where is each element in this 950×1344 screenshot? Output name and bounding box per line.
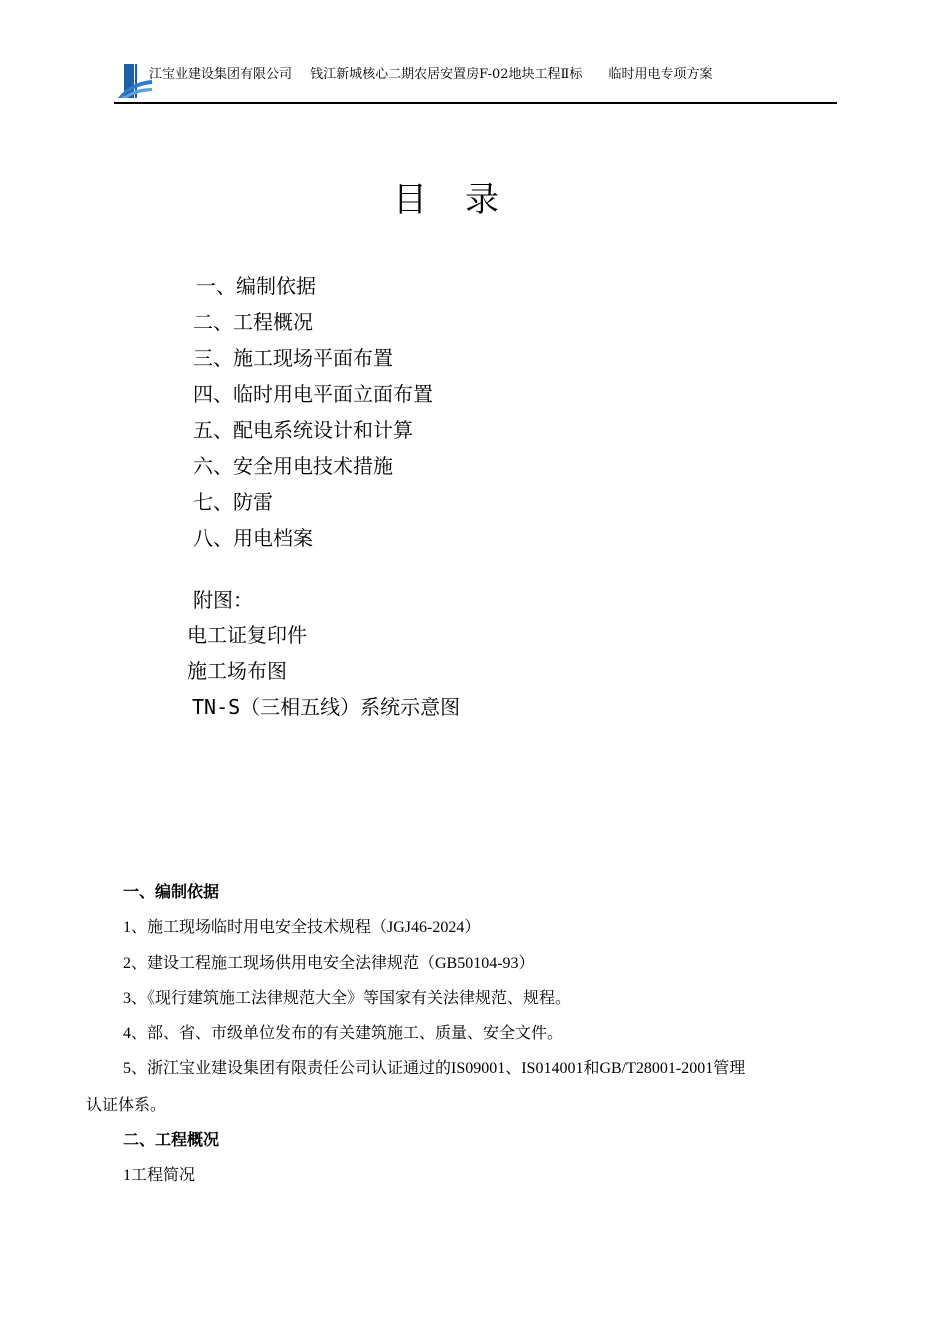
toc-title: 目录 <box>393 180 537 220</box>
header-text <box>149 67 727 83</box>
body-paragraph: 3、《现行建筑施工法律规范大全》等国家有关法律规范、规程。 <box>123 990 572 1007</box>
toc-item: 八、用电档案 <box>193 526 313 550</box>
toc-item: 二、工程概况 <box>193 310 313 334</box>
page-header <box>114 62 837 104</box>
appendix-item: 施工场布图 <box>187 659 287 683</box>
section-heading: 一、编制依据 <box>123 884 220 901</box>
section-heading: 二、工程概况 <box>123 1132 220 1149</box>
appendix-item: TN-S（三相五线）系统示意图 <box>192 695 461 719</box>
appendix-item: 电工证复印件 <box>187 623 307 647</box>
company-logo-icon <box>118 62 152 100</box>
toc-item: 一、编制依据 <box>196 274 316 298</box>
header-company: 江宝业建设集团有限公司 <box>149 67 293 82</box>
body-paragraph: 5、浙江宝业建设集团有限责任公司认证通过的IS09001、IS014001和GB/T28001-2001管理 <box>123 1060 746 1077</box>
body-paragraph: 2、建设工程施工现场供用电安全法律规范（GB50104-93） <box>123 955 535 972</box>
toc-item: 四、临时用电平面立面布置 <box>193 382 433 406</box>
appendix-label: 附图： <box>193 588 253 612</box>
body-paragraph-continuation: 认证体系。 <box>86 1097 167 1114</box>
body-paragraph: 1、施工现场临时用电安全技术规程（JGJ46-2024） <box>123 919 481 936</box>
header-doc-title: 临时用电专项方案 <box>608 67 713 82</box>
body-paragraph: 4、部、省、市级单位发布的有关建筑施工、质量、安全文件。 <box>123 1025 564 1042</box>
toc-item: 三、施工现场平面布置 <box>193 346 393 370</box>
subsection-heading: 1工程简况 <box>123 1167 196 1184</box>
toc-item: 七、防雷 <box>193 490 273 514</box>
header-project: 钱江新城核心二期农居安置房F-02地块工程Ⅱ标 <box>310 67 583 82</box>
toc-item: 五、配电系统设计和计算 <box>193 418 413 442</box>
toc-item: 六、安全用电技术措施 <box>193 454 393 478</box>
